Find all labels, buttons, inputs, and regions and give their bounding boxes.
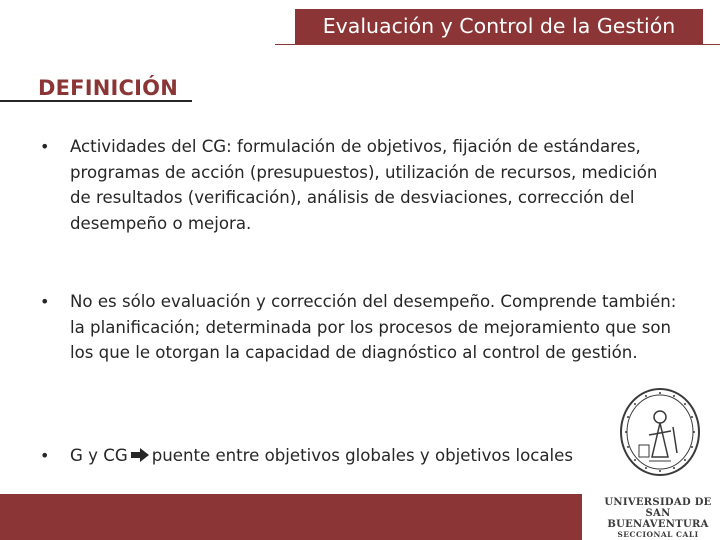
section-title: DEFINICIÓN — [38, 76, 178, 100]
logo-line-3: SECCIONAL CALI — [617, 530, 699, 539]
logo-line-2: SAN BUENAVENTURA — [607, 508, 709, 530]
bullet-text-before: G y CG — [70, 446, 128, 465]
section-title-underline — [0, 100, 192, 102]
bullet-marker: • — [40, 137, 50, 156]
header-rule — [275, 44, 720, 45]
bullet-marker: • — [40, 446, 50, 465]
bullet-text — [70, 443, 680, 469]
footer-bar — [0, 494, 582, 540]
logo-line-1: UNIVERSIDAD DE — [604, 497, 712, 508]
university-seal-logo — [619, 387, 701, 477]
university-logo-text — [596, 497, 720, 540]
bullet-item — [40, 134, 680, 236]
right-arrow-icon — [131, 444, 149, 470]
bullet-marker: • — [40, 292, 50, 311]
bullet-text-after: puente entre objetivos globales y objetivos locales — [151, 446, 574, 465]
bullet-item — [40, 443, 680, 469]
bullet-text: Actividades del CG: formulación de objetivos, fijación de estándares, programas de acción (presupuestos), utilización de recursos, medición de resultados (verificación), análisis de desviaciones, corrección del desempeño o mejora. — [70, 137, 658, 233]
bullet-item — [40, 289, 680, 366]
slide-header-title: Evaluación y Control de la Gestión — [322, 14, 676, 38]
bullet-text: No es sólo evaluación y corrección del desempeño. Comprende también: la planificación; determinada por los procesos de mejoramiento que son los que le otorgan la capacidad de diagnóstico al control de gestión. — [70, 292, 677, 362]
slide-header — [295, 9, 703, 44]
